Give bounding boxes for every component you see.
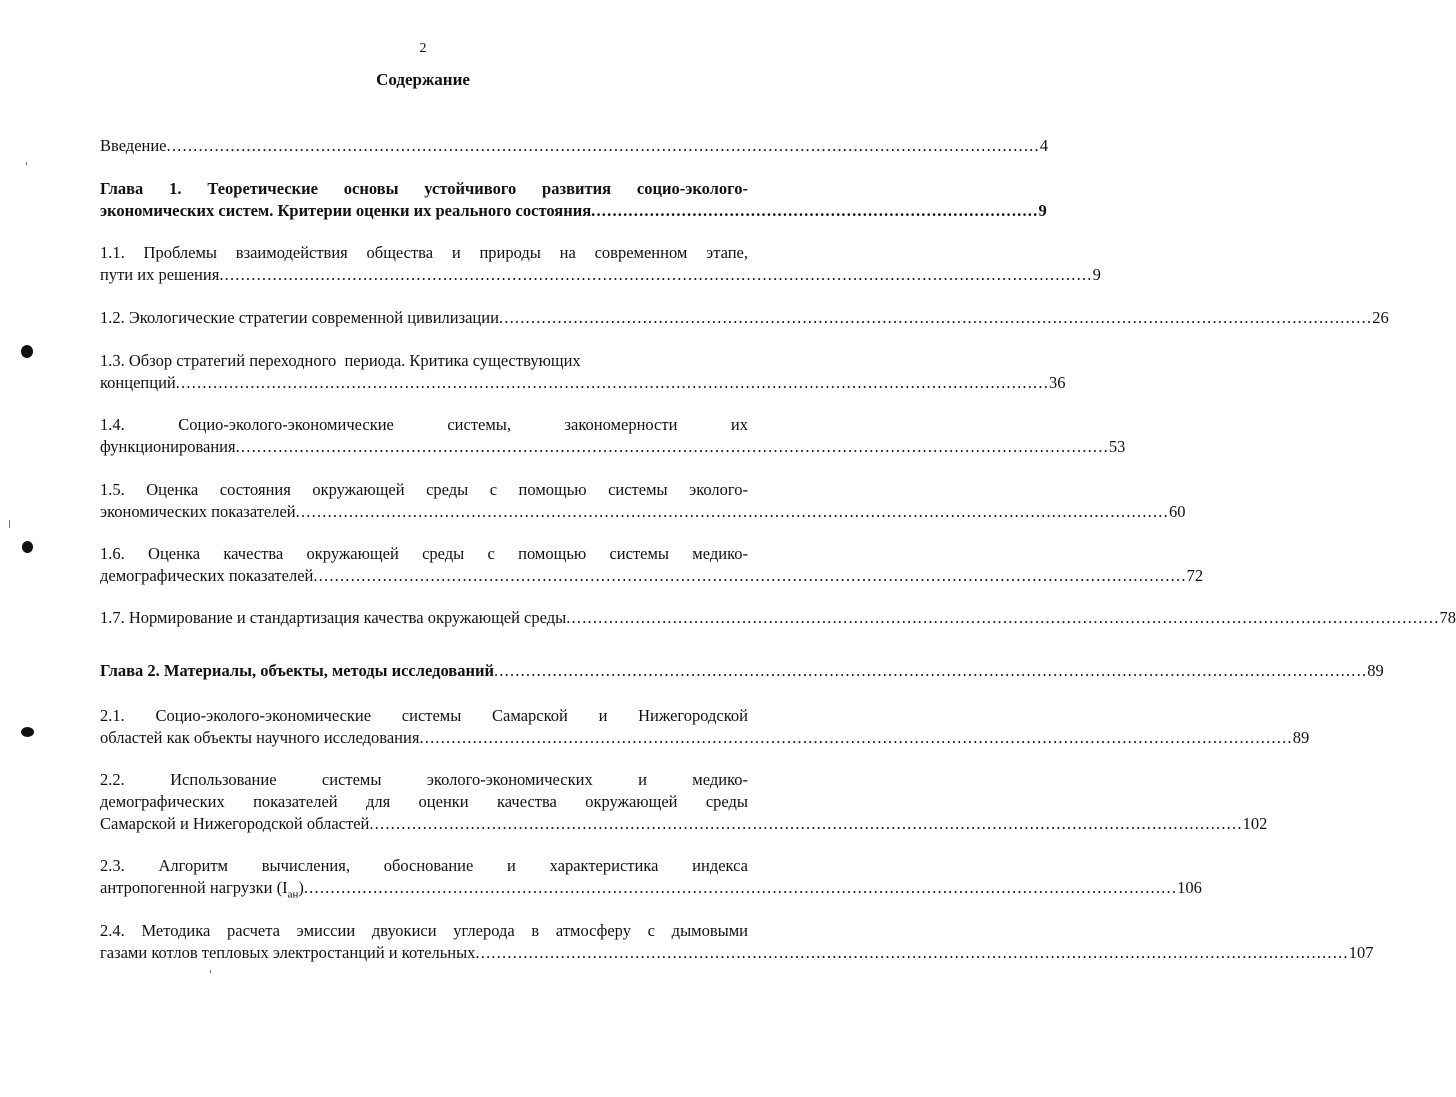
dot-leader: .................................................................................................................................................................... (175, 373, 1050, 392)
toc-entry-title-line: 2.3. Алгоритм вычисления, обоснование и характеристика индекса (100, 856, 748, 875)
toc-entry-title-line (100, 877, 304, 905)
toc-entry-title-line: концепций (100, 373, 176, 392)
toc-entry-chapter-2[interactable] (100, 660, 1384, 682)
toc-entry-title-line: 1.3. Обзор стратегий переходного периода. Критика существующих (100, 351, 581, 370)
toc-page-number: 89 (1292, 728, 1310, 747)
toc-entry-title-line: экономических показателей (100, 502, 296, 521)
toc-page-number: 102 (1242, 814, 1268, 833)
toc-entry-title-line: функционирования (100, 437, 236, 456)
dot-leader: .................................................................................................................................................................... (303, 878, 1178, 897)
toc-entry-title-line: 1.4. Социо-эколого-экономические системы, закономерности их (100, 415, 748, 434)
margin-tick (9, 520, 10, 528)
dot-leader: .................................................................................................................................................................... (498, 308, 1373, 327)
toc-entry-2-4[interactable] (100, 920, 1374, 964)
toc-entry-title: 1.2. Экологические стратегии современной цивилизации (100, 308, 499, 327)
dot-leader: .................................................................................................................................................................... (475, 943, 1349, 962)
toc-entry-title: Введение (100, 136, 167, 155)
toc-page-number: 78 (1439, 608, 1456, 627)
margin-mark (22, 541, 33, 553)
toc-entry-title-line: областей как объекты научного исследования (100, 728, 420, 747)
toc-page-number: 89 (1367, 661, 1384, 680)
toc-page-number: 9 (1038, 201, 1047, 220)
toc-entry-title-line: Глава 1. Теоретические основы устойчивого развития социо-эколого- (100, 179, 748, 198)
toc-page-number: 9 (1092, 265, 1101, 284)
toc-entry-intro[interactable] (100, 135, 1049, 157)
margin-mark (21, 727, 34, 737)
toc-entry-1-4[interactable] (100, 414, 1126, 458)
dot-leader: .................................................................................................................................................................... (219, 265, 1093, 284)
toc-page-number: 72 (1186, 566, 1204, 585)
toc-entry-title-line: газами котлов тепловых электростанций и котельных (100, 943, 476, 962)
toc-entry-title-line: 1.6. Оценка качества окружающей среды с помощью системы медико- (100, 544, 748, 563)
margin-tick (210, 970, 211, 973)
toc-entry-2-2[interactable] (100, 769, 1268, 835)
page-title: Содержание (376, 70, 470, 89)
dot-leader: .................................................................................................................................................................... (493, 661, 1368, 680)
closing-paren: ) (298, 878, 304, 897)
index-subscript: ан (287, 888, 299, 901)
toc-entry-title-line: демографических показателей (100, 566, 314, 585)
toc-entry-2-1[interactable] (100, 705, 1310, 749)
toc-entry-title: Глава 2. Материалы, объекты, методы исследований (100, 661, 494, 680)
toc-entry-title-line: 2.4. Методика расчета эмиссии двуокиси углерода в атмосферу с дымовыми (100, 921, 748, 940)
dot-leader: .................................................................................................................................................................... (419, 728, 1293, 747)
dot-leader: .................................................................................................................................................................... (235, 437, 1109, 456)
toc-entry-title-line: 1.1. Проблемы взаимодействия общества и природы на современном этапе, (100, 243, 748, 262)
toc-page-number: 60 (1168, 502, 1186, 521)
toc-entry-title-line: 1.5. Оценка состояния окружающей среды с помощью системы эколого- (100, 480, 748, 499)
toc-entry-title-line: 2.2. Использование системы эколого-экономических и медико- (100, 770, 748, 789)
toc-entry-1-1[interactable] (100, 242, 1101, 286)
toc-entry-title-line: пути их решения (100, 265, 220, 284)
toc-page-number: 26 (1372, 308, 1389, 327)
toc-entry-title-line: Самарской и Нижегородской областей (100, 814, 370, 833)
toc-page-number: 107 (1348, 943, 1374, 962)
page-number: 2 (419, 41, 427, 56)
dot-leader: .................................................................................................................................................................... (369, 814, 1243, 833)
toc-entry-1-3[interactable] (100, 350, 1066, 394)
dot-leader: .................................................................................... (591, 201, 1039, 220)
dot-leader: .................................................................................................................................................................... (166, 136, 1040, 155)
toc-entry-1-2[interactable] (100, 307, 1389, 329)
toc-entry-title-line: экономических систем. Критерии оценки их реального состояния (100, 201, 592, 220)
margin-tick (26, 162, 27, 165)
toc-entry-2-3[interactable] (100, 855, 1202, 905)
toc-entry-chapter-1[interactable] (100, 178, 1047, 222)
toc-page-number: 4 (1039, 136, 1049, 155)
toc-entry-title-text: антропогенной нагрузки (I (100, 878, 288, 897)
toc-entry-title-line: демографических показателей для оценки качества окружающей среды (100, 792, 748, 811)
toc-page-number: 53 (1108, 437, 1126, 456)
toc-entry-title: 1.7. Нормирование и стандартизация качества окружающей среды (100, 608, 567, 627)
dot-leader: .................................................................................................................................................................... (566, 608, 1440, 627)
toc-entry-1-7[interactable] (100, 607, 1456, 629)
dot-leader: .................................................................................................................................................................... (313, 566, 1187, 585)
margin-mark (21, 345, 33, 358)
toc-entry-1-6[interactable] (100, 543, 1204, 587)
toc-entry-title-line: 2.1. Социо-эколого-экономические системы Самарской и Нижегородской (100, 706, 748, 725)
toc-page-number: 106 (1177, 878, 1202, 897)
toc-page-number: 36 (1049, 373, 1066, 392)
dot-leader: .................................................................................................................................................................... (295, 502, 1169, 521)
toc-entry-1-5[interactable] (100, 479, 1186, 523)
